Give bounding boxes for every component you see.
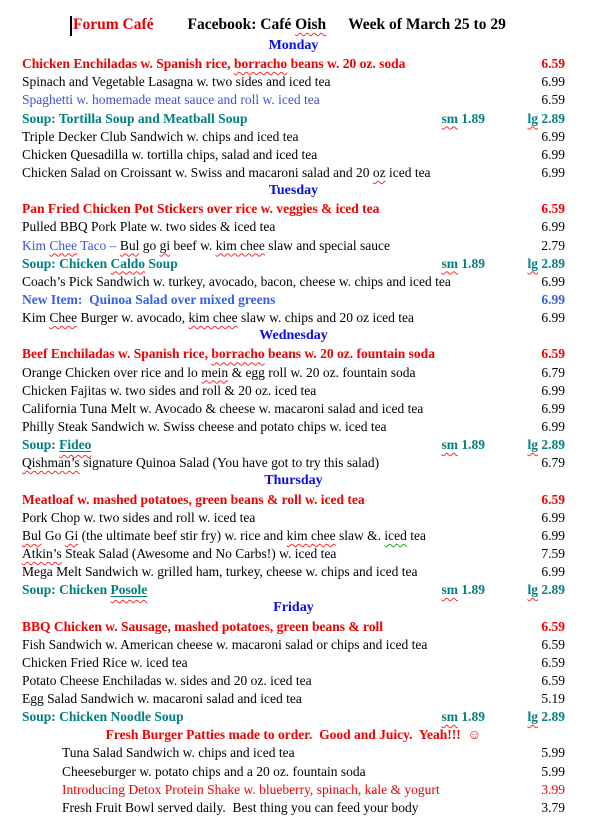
menu-item-row [22, 382, 565, 400]
menu-item-row [22, 491, 565, 509]
menu-text-run: Soup: Tortilla Soup and Meatball Soup [22, 110, 248, 126]
menu-text-run: Potato Cheese Enchiladas w. sides and 20 oz. iced tea [22, 672, 312, 688]
menu-text-run: borracho [233, 56, 288, 72]
menu-text-run: mein [201, 364, 229, 380]
menu-item-row [22, 309, 565, 327]
day-header: Monday [268, 38, 319, 53]
menu-item-text [22, 255, 442, 273]
day-header: Friday [273, 600, 314, 616]
menu-text-run: kim chee [188, 310, 238, 326]
menu-item-text [22, 527, 523, 545]
size-label-sm: sm [441, 255, 458, 271]
menu-item-text [22, 146, 523, 164]
menu-item-price: 6.99 [541, 146, 565, 162]
menu-text-run: Chicken Fajitas w. two sides and roll & 20 oz. iced tea [22, 382, 317, 398]
menu-text-run: Soup: Chicken Noodle Soup [22, 709, 184, 725]
menu-item-price: 6.79 [541, 364, 565, 380]
menu-item-text [22, 491, 523, 509]
menu-item-price: 6.99 [541, 527, 565, 543]
menu-text-run: gi [159, 237, 171, 253]
menu-text-run: Bul [22, 527, 42, 543]
menu-text-run: & egg roll w. 20 oz. fountain soda [228, 364, 416, 380]
menu-text-run: tea [406, 527, 427, 543]
menu-text-run: Fish Sandwich w. American cheese w. macaroni salad or chips and iced tea [22, 636, 428, 652]
size-label-sm: sm [441, 709, 458, 725]
menu-text-run: Go [41, 527, 65, 543]
menu-item-price: 6.59 [541, 201, 565, 217]
menu-item-price: 6.99 [541, 291, 565, 307]
menu-item-price: 6.99 [541, 382, 565, 398]
menu-item-row [22, 55, 565, 73]
menu-item-price: 6.59 [541, 92, 565, 108]
menu-text-run: Cheeseburger w. potato chips and a 20 oz. fountain soda [62, 763, 366, 779]
promo-banner: Fresh Burger Patties made to order. Good and Juicy. Yeah!!! ☺ [105, 727, 482, 743]
menu-item-text [22, 309, 523, 327]
menu-item-row [22, 237, 565, 255]
menu-item-text [22, 563, 523, 581]
menu-item-row [22, 273, 565, 291]
menu-item-row [22, 636, 565, 654]
menu-item-row [22, 164, 565, 182]
menu-text-run: Tuna Salad Sandwich w. chips and iced tea [62, 745, 295, 761]
restaurant-name: Forum Café [73, 16, 154, 33]
menu-text-run: go [139, 237, 160, 253]
menu-item-text [22, 164, 523, 182]
soup-large-price: lg 2.89 [527, 110, 565, 126]
menu-item-text [22, 91, 523, 109]
menu-item-text [22, 781, 523, 799]
menu-item-text [22, 55, 523, 73]
menu-item-row [22, 781, 565, 799]
menu-body [22, 37, 565, 817]
menu-item-price: 2.79 [541, 237, 565, 253]
facebook-label: Facebook: Café [187, 16, 296, 33]
menu-item-price: 5.19 [541, 691, 565, 707]
menu-text-run: Coach’s Pick Sandwich w. turkey, avocado, bacon, cheese w. chips and iced tea [22, 273, 451, 289]
menu-text-run: California Tuna Melt w. Avocado & cheese w. macaroni salad and iced tea [22, 400, 424, 416]
soup-row [22, 581, 565, 599]
menu-item-text [22, 744, 523, 762]
day-header: Thursday [264, 473, 323, 489]
menu-text-run: Introducing Detox Protein Shake w. blueberry, spinach, kale & yogurt [62, 781, 440, 797]
menu-item-text [22, 708, 442, 726]
soup-small-price: sm 1.89 [441, 709, 485, 725]
menu-text-run: Taco – [77, 237, 120, 253]
menu-item-price: 6.99 [541, 128, 565, 144]
menu-item-text [22, 799, 523, 817]
menu-text-run: Chicken Quesadilla w. tortilla chips, salad and iced tea [22, 146, 318, 162]
menu-item-text [22, 291, 523, 309]
menu-item-row [22, 400, 565, 418]
menu-text-run [111, 582, 148, 597]
soup-large-price: lg 2.89 [527, 437, 565, 453]
facebook-handle [188, 13, 327, 37]
menu-item-text [22, 128, 523, 146]
menu-text-run: Meatloaf w. mashed potatoes, green beans & roll w. iced tea [22, 491, 365, 507]
menu-item-row [22, 654, 565, 672]
menu-item-text [22, 400, 523, 418]
menu-item-text [22, 509, 523, 527]
size-label-sm: sm [441, 437, 458, 453]
menu-item-row [22, 128, 565, 146]
menu-text-run: Pulled BBQ Pork Plate w. two sides & iced tea [22, 219, 276, 235]
menu-text-run: BBQ Chicken w. Sausage, mashed potatoes, green beans & roll [22, 618, 384, 634]
week-range: Week of March 25 to 29 [348, 16, 506, 33]
menu-item-price: 6.99 [541, 509, 565, 525]
menu-text-run: slaw and special sauce [264, 237, 391, 253]
menu-item-price: 6.99 [541, 74, 565, 90]
menu-item-row [22, 563, 565, 581]
menu-item-price: 6.59 [541, 56, 565, 72]
menu-item-row [22, 763, 565, 781]
menu-text-run: Chicken Fried Rice w. iced tea [22, 654, 188, 670]
menu-text-run [59, 437, 91, 452]
menu-item-row [22, 73, 565, 91]
menu-item-price: 6.99 [541, 219, 565, 235]
menu-text-run: Gi [64, 527, 79, 543]
menu-text-run: Atkin’s [22, 545, 62, 561]
menu-text-run: Caldo [110, 255, 146, 271]
menu-item-text [22, 436, 442, 454]
menu-item-price: 6.59 [541, 636, 565, 652]
menu-item-text [22, 382, 523, 400]
menu-item-text [22, 545, 523, 563]
menu-text-run: kim chee [286, 527, 336, 543]
soup-small-price: sm 1.89 [441, 437, 485, 453]
menu-text-run: slaw &. [335, 527, 385, 543]
menu-text-run: Pork Chop w. two sides and roll w. iced tea [22, 509, 256, 525]
menu-text-run: slaw w. chips and 20 oz iced tea [237, 310, 415, 326]
menu-text-run: iced tea [385, 164, 431, 180]
menu-text-run: Mega Melt Sandwich w. grilled ham, turkey, cheese w. chips and iced tea [22, 564, 418, 580]
menu-item-row [22, 672, 565, 690]
menu-text-run: iced [384, 527, 407, 543]
menu-item-price: 6.99 [541, 164, 565, 180]
menu-item-text [22, 218, 523, 236]
menu-text-run: Soup: [22, 437, 60, 453]
menu-item-text [22, 454, 523, 472]
size-label-sm: sm [441, 110, 458, 126]
menu-text-run: beans w. 20 oz. soda [287, 56, 406, 72]
menu-item-row [22, 291, 565, 309]
menu-item-price: 6.59 [541, 654, 565, 670]
menu-text-run: New Item: Quinoa Salad over mixed greens [22, 291, 276, 307]
menu-item-text [22, 418, 523, 436]
menu-item-price: 6.59 [541, 618, 565, 634]
page-header [22, 13, 565, 37]
menu-text-run: beef w. [170, 237, 216, 253]
soup-large-price: lg 2.89 [527, 582, 565, 598]
menu-text-run: Qishman’s [22, 455, 80, 471]
menu-item-text [22, 690, 523, 708]
soup-small-price: sm 1.89 [441, 255, 485, 271]
menu-item-text [22, 654, 523, 672]
menu-item-text [22, 364, 523, 382]
menu-item-text [22, 763, 523, 781]
menu-item-row [22, 545, 565, 563]
menu-item-row [22, 690, 565, 708]
menu-text-run: borracho [211, 346, 265, 362]
menu-item-row [22, 364, 565, 382]
menu-item-price: 3.99 [541, 781, 565, 797]
menu-item-price: 5.99 [541, 763, 565, 779]
menu-item-text [22, 672, 523, 690]
menu-item-row [22, 618, 565, 636]
menu-item-price: 6.99 [541, 400, 565, 416]
menu-item-price: 5.99 [541, 745, 565, 761]
soup-row [22, 110, 565, 128]
soup-large-price: lg 2.89 [527, 255, 565, 271]
menu-item-row [22, 218, 565, 236]
menu-text-run: oz [372, 164, 386, 180]
menu-text-run: Kim [22, 237, 50, 253]
menu-item-row [22, 91, 565, 109]
menu-text-run: Kim [22, 310, 50, 326]
menu-text-run: Chee [49, 237, 78, 253]
menu-text-run: Soup: Chicken [22, 255, 111, 271]
menu-item-text [22, 636, 523, 654]
menu-text-run: Spaghetti w. homemade meat sauce and roll w. iced tea [22, 92, 320, 108]
day-header: Wednesday [259, 328, 328, 344]
menu-text-run: Chicken Salad on Croissant w. Swiss and macaroni salad and 20 [22, 164, 373, 180]
menu-item-text [22, 273, 523, 291]
menu-text-run: (the ultimate beef stir fry) w. rice and [78, 527, 287, 543]
menu-item-row [22, 454, 565, 472]
menu-text-run: Soup [145, 255, 178, 271]
menu-text-run: signature Quinoa Salad (You have got to try this salad) [79, 455, 380, 471]
underlined-word: Posole [110, 582, 148, 598]
menu-item-text [22, 581, 442, 599]
menu-text-run: Fresh Fruit Bowl served daily. Best thing you can feed your body [62, 799, 419, 815]
text-cursor [70, 16, 72, 36]
soup-large-price: lg 2.89 [527, 709, 565, 725]
soup-row [22, 255, 565, 273]
menu-item-text [22, 73, 523, 91]
menu-item-text [22, 237, 523, 255]
menu-item-row [22, 509, 565, 527]
soup-row [22, 708, 565, 726]
menu-item-text [22, 345, 523, 363]
size-label-sm: sm [441, 582, 458, 598]
soup-row [22, 436, 565, 454]
menu-text-run: Burger w. avocado, [77, 310, 189, 326]
menu-text-run: Egg Salad Sandwich w. macaroni salad and iced tea [22, 691, 302, 707]
menu-item-text [22, 618, 523, 636]
menu-text-run: beans w. 20 oz. fountain soda [264, 346, 435, 362]
menu-text-run: kim chee [215, 237, 265, 253]
menu-text-run: Pan Fried Chicken Pot Stickers over rice w. veggies & iced tea [22, 201, 380, 217]
menu-item-price: 6.99 [541, 310, 565, 326]
size-label-lg: lg [527, 437, 538, 453]
menu-item-row [22, 200, 565, 218]
menu-item-price: 6.59 [541, 672, 565, 688]
underlined-word: Fideo [59, 437, 92, 453]
facebook-name-misspelled: Oish [295, 16, 327, 33]
size-label-lg: lg [527, 110, 538, 126]
menu-text-run: Chee [49, 310, 78, 326]
menu-item-price: 6.59 [541, 491, 565, 507]
menu-text-run: Bul [119, 237, 140, 253]
menu-item-row [22, 418, 565, 436]
menu-text-run: Steak Salad (Awesome and No Carbs!) w. iced tea [61, 545, 337, 561]
menu-item-text [22, 200, 523, 218]
menu-item-row [22, 146, 565, 164]
menu-item-row [22, 799, 565, 817]
menu-item-row [22, 744, 565, 762]
menu-item-row [22, 527, 565, 545]
size-label-lg: lg [527, 709, 538, 725]
menu-item-price: 6.59 [541, 346, 565, 362]
menu-item-price: 6.79 [541, 455, 565, 471]
menu-item-price: 3.79 [541, 799, 565, 815]
menu-item-text [22, 110, 442, 128]
size-label-lg: lg [527, 255, 538, 271]
size-label-lg: lg [527, 582, 538, 598]
menu-text-run: Chicken Enchiladas w. Spanish rice, [22, 56, 234, 72]
menu-item-price: 7.59 [541, 545, 565, 561]
menu-text-run: Soup: Chicken [22, 582, 111, 598]
menu-item-price: 6.99 [541, 273, 565, 289]
menu-text-run: Philly Steak Sandwich w. Swiss cheese and potato chips w. iced tea [22, 418, 387, 434]
menu-text-run: Spinach and Vegetable Lasagna w. two sides and iced tea [22, 74, 331, 90]
soup-small-price: sm 1.89 [441, 110, 485, 126]
menu-text-run: Triple Decker Club Sandwich w. chips and iced tea [22, 128, 299, 144]
menu-text-run: Orange Chicken over rice and lo [22, 364, 202, 380]
day-header: Tuesday [268, 183, 319, 199]
soup-small-price: sm 1.89 [441, 582, 485, 598]
menu-item-price: 6.99 [541, 564, 565, 580]
menu-text-run: Beef Enchiladas w. Spanish rice, [22, 346, 212, 362]
menu-item-price: 6.99 [541, 418, 565, 434]
menu-item-row [22, 345, 565, 363]
